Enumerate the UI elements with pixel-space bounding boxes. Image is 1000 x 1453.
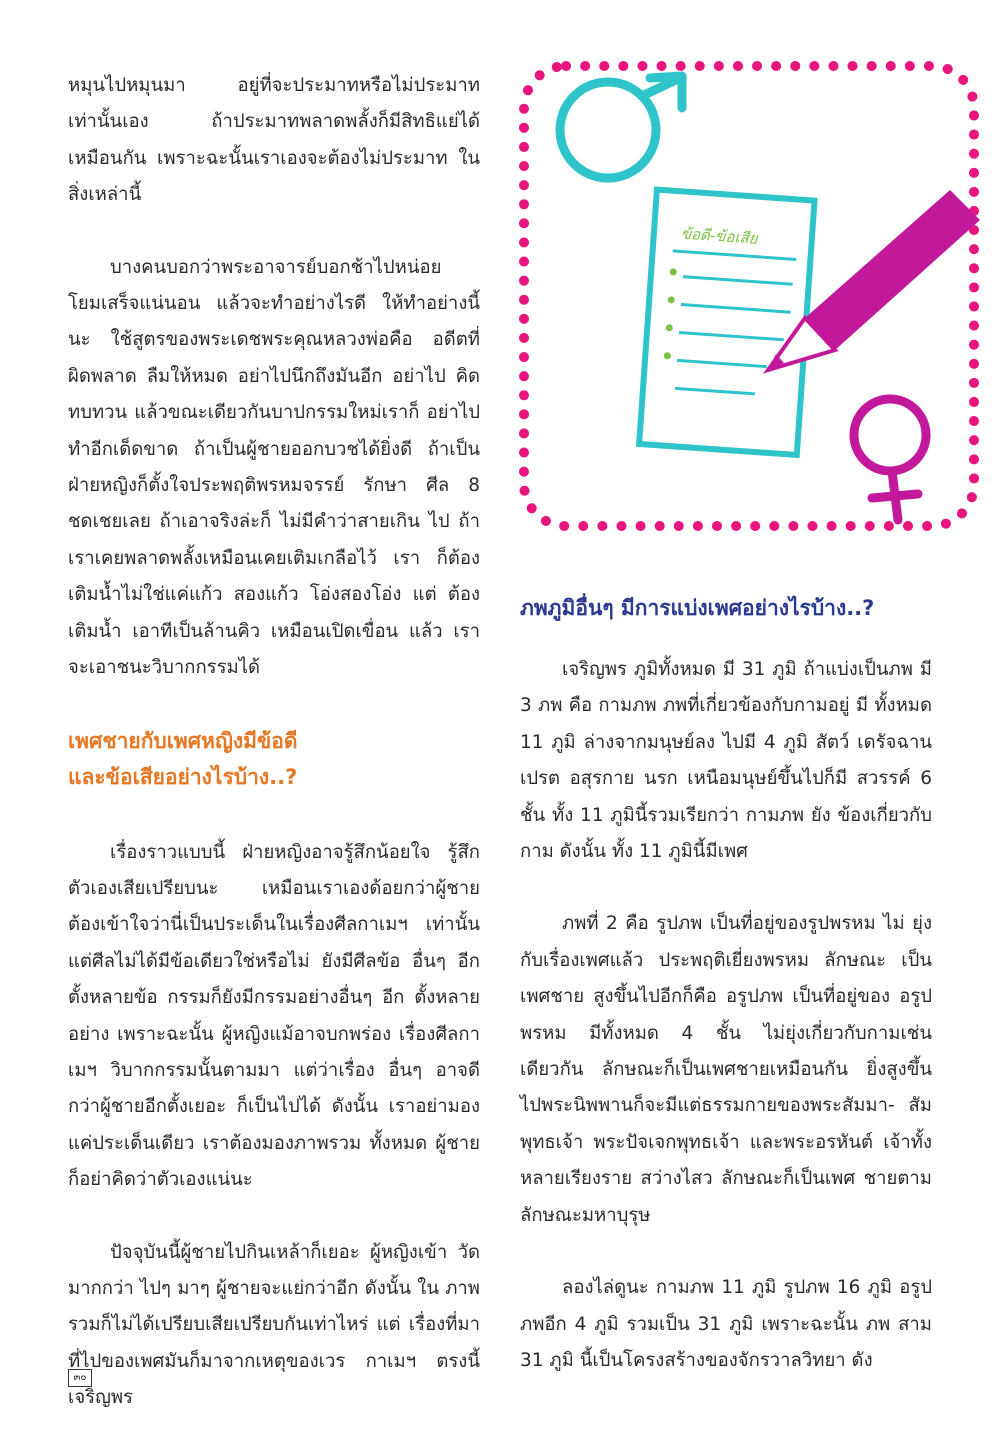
right-paragraph-2: ภพที่ 2 คือ รูปภพ เป็นที่อยู่ของรูปพรหม ไม่ ยุ่งกับเรื่องเพศแล้ว ประพฤติเยี่ยงพรหม ลักษณะ เป็นเพศชาย สูงขึ้นไปอีกก็คือ อรูปภพ เป็นที่อยู่ของ อรูปพรหม มีทั้งหมด 4 ชั้น ไม่ยุ่งเกี่ยวกับกามเช่น เดียวกัน ลักษณะก็เป็นเพศชายเหมือนกัน ยิ่งสูงขึ้น ไปพระนิพพานก็จะมีแต่ธรรมกายของพระสัมมา- สัมพุทธเจ้า พระปัจเจกพุทธเจ้า และพระอรหันต์ เจ้าทั้งหลายเรียงราย สว่างไสว ลักษณะก็เป็นเพศ ชายตามลักษณะมหาบุรุษ — [520, 913, 932, 1226]
pros-cons-note — [639, 190, 814, 455]
section-heading-realms-gender: ภพภูมิอื่นๆ มีการแบ่งเพศอย่างไรบ้าง..? — [520, 596, 875, 620]
page-number: ๓๐ — [68, 1369, 92, 1387]
right-column — [520, 590, 932, 1415]
female-symbol-icon — [854, 399, 926, 520]
left-paragraph-2: บางคนบอกว่าพระอาจารย์บอกช้าไปหน่อย โยมเสร็จแน่นอน แล้วจะทำอย่างไรดี ให้ทำอย่างนี้ นะ ใช้สูตรของพระเดชพระคุณหลวงพ่อคือ อดีตที่ ผิดพลาด ลืมให้หมด อย่าไปนึกถึงมันอีก อย่าไป คิดทบทวน แล้วขณะเดียวกันบาปกรรมใหม่เราก็ อย่าไปทำอีกเด็ดขาด ถ้าเป็นผู้ชายออกบวชได้ยิ่งดี ถ้าเป็นฝ่ายหญิงก็ตั้งใจประพฤติพรหมจรรย์ รักษา ศีล 8 ชดเชยเลย ถ้าเอาจริงล่ะก็ ไม่มีคำว่าสายเกิน ไป ถ้าเราเคยพลาดพลั้งเหมือนเคยเติมเกลือไว้ เรา ก็ต้องเติมน้ำไม่ใช่แค่แก้ว สองแก้ว โอ่งสองโอ่ง แต่ ต้องเติมน้ำ เอาทีเป็นล้านคิว เหมือนเปิดเขื่อน แล้ว เราจะเอาชนะวิบากกรรมได้ — [68, 256, 480, 679]
left-paragraph-1: หมุนไปหมุนมา อยู่ที่จะประมาทหรือไม่ประมาท เท่านั้นเอง ถ้าประมาทพลาดพลั้งก็มีสิทธิแย่ได้ เหมือนกัน เพราะฉะนั้นเราเองจะต้องไม่ประมาท ในสิ่งเหล่านี้ — [68, 75, 480, 206]
left-paragraph-3: เรื่องราวแบบนี้ ฝ่ายหญิงอาจรู้สึกน้อยใจ รู้สึก ตัวเองเสียเปรียบนะ เหมือนเราเองด้อยกว่าผู้ชาย ต้องเข้าใจว่านี่เป็นประเด็นในเรื่องศีลกาเมฯ เท่านั้น แต่ศีลไม่ได้มีข้อเดียวใช่หรือไม่ ยังมีศีลข้อ อื่นๆ อีกตั้งหลายข้อ กรรมก็ยังมีกรรมอย่างอื่นๆ อีก ตั้งหลายอย่าง เพราะฉะนั้น ผู้หญิงแม้อาจบกพร่อง เรื่องศีลกาเมฯ วิบากกรรมนั้นตามมา แต่ว่าเรื่อง อื่นๆ อาจดีกว่าผู้ชายอีกตั้งเยอะ ก็เป็นไปได้ ดังนั้น เราอย่ามองแค่ประเด็นเดียว เราต้องมองภาพรวม ทั้งหมด ผู้ชายก็อย่าคิดว่าตัวเองแน่นะ — [68, 841, 480, 1191]
heading-line-2: และข้อเสียอย่างไรบ้าง..? — [68, 764, 298, 789]
gender-illustration — [510, 50, 990, 540]
right-paragraph-1: เจริญพร ภูมิทั้งหมด มี 31 ภูมิ ถ้าแบ่งเป็นภพ มี 3 ภพ คือ กามภพ ภพที่เกี่ยวข้องกับกามอยู่ มี ทั้งหมด 11 ภูมิ ล่างจากมนุษย์ลง ไปมี 4 ภูมิ สัตว์ เดรัจฉานเปรต อสุรกาย นรก เหนือมนุษย์ขึ้นไปก็มี สวรรค์ 6 ชั้น ทั้ง 11 ภูมินี้รวมเรียกว่า กามภพ ยัง ข้องเกี่ยวกับกาม ดังนั้น ทั้ง 11 ภูมินี้มีเพศ — [520, 659, 932, 863]
note-title: ข้อดี-ข้อเสีย — [680, 224, 759, 248]
section-heading-gender-pros-cons — [68, 723, 480, 795]
male-symbol-icon — [560, 76, 682, 178]
right-paragraph-3: ลองไล่ดูนะ กามภพ 11 ภูมิ รูปภพ 16 ภูมิ อรูปภพอีก 4 ภูมิ รวมเป็น 31 ภูมิ เพราะฉะนั้น ภพ สาม 31 ภูมิ นี้เป็นโครงสร้างของจักรวาลวิทยา ดัง — [520, 1277, 932, 1371]
heading-line-1: เพศชายกับเพศหญิงมีข้อดี — [68, 728, 298, 753]
left-paragraph-4: ปัจจุบันนี้ผู้ชายไปกินเหล้าก็เยอะ ผู้หญิงเข้า วัดมากกว่า ไปๆ มาๆ ผู้ชายจะแย่กว่าอีก ดังนั้น ใน ภาพรวมก็ไม่ได้เปรียบเสียเปรียบกันเท่าไหร่ แต่ เรื่องที่มาที่ไปของเพศมันก็มาจากเหตุของเวร กาเมฯ ตรงนี้ เจริญพร — [68, 1241, 480, 1409]
left-column — [68, 68, 480, 1453]
